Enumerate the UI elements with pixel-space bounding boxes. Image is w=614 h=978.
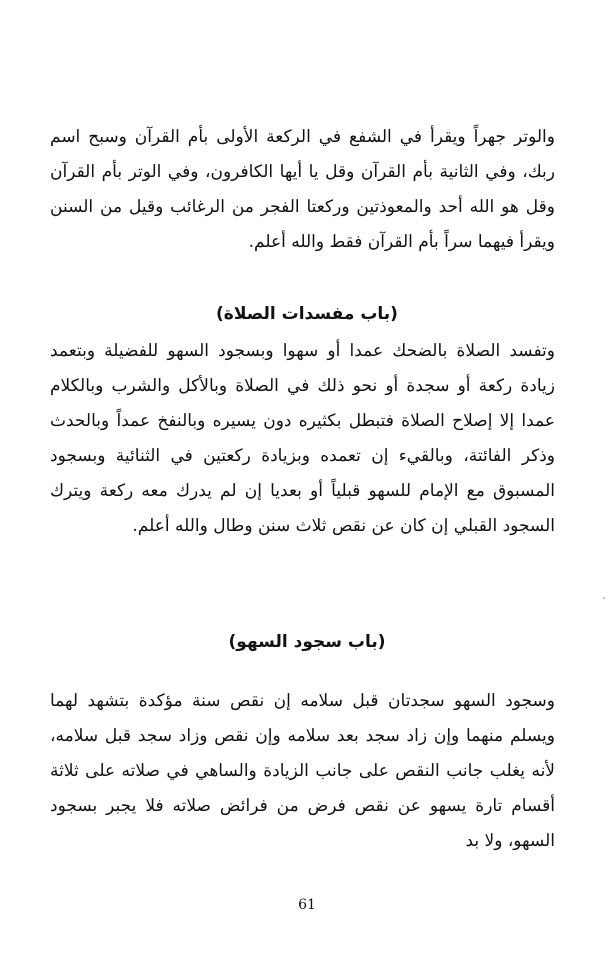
paragraph-witr: والوتر جهراً ويقرأ في الشفع في الركعة الأولى بأم القرآن وسبح اسم ربك، وفي الثانية بأم القرآن وقل يا أيها الكافرون، وفي الوتر بأم القرآن وقل هو الله أحد والمعوذتين وركعتا الفجر من الرغائب وقيل من السنن ويقرأ فيهما سراً بأم القرآن فقط والله أعلم. bbox=[50, 127, 555, 252]
paragraph-mufsidat: وتفسد الصلاة بالضحك عمدا أو سهوا وبسجود السهو للفضيلة وبتعمد زيادة ركعة أو سجدة أو نحو ذلك في الصلاة وبالأكل والشرب وبالكلام عمدا إلا إصلاح الصلاة فتبطل بكثيره دون يسيره وبالنفخ عمداً وبالحدث وذكر الفائتة، وبالقيء إن تعمده وبزيادة ركعتين في الثنائية وبسجود المسبوق مع الإمام للسهو قبلياً أو بعديا إن لم يدرك معه ركعة ويترك السجود القبلي إن كان عن نقص ثلاث سنن وطال والله أعلم. bbox=[50, 341, 555, 536]
section-heading-sahw: (باب سجود السهو) bbox=[228, 632, 386, 652]
page-number: 61 bbox=[298, 897, 316, 913]
section-heading-mufsidat: (باب مفسدات الصلاة) bbox=[216, 304, 398, 324]
paragraph-sahw: وسجود السهو سجدتان قبل سلامه إن نقص سنة مؤكدة بتشهد لهما ويسلم منهما وإن زاد سجد بعد سلامه وإن نقص وزاد سجد قبل سلامه، لأنه يغلب جانب النقص على جانب الزيادة والساهي في صلاته على ثلاثة أقسام تارة يسهو عن نقص فرض من فرائض صلاته فلا يجبر بسجود السهو، ولا بد bbox=[50, 691, 555, 851]
scan-speck bbox=[603, 597, 605, 599]
